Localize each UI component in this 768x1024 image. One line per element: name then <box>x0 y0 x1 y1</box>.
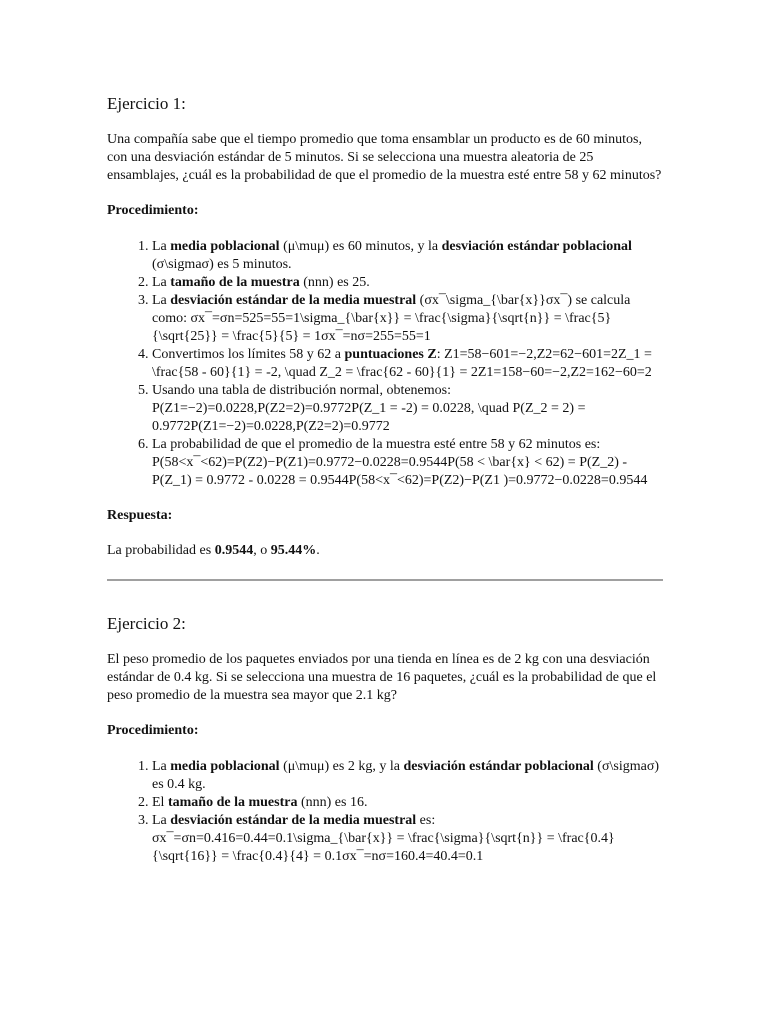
exercise-1-steps <box>107 238 663 490</box>
exercise-1-title: Ejercicio 1: <box>107 94 186 113</box>
section-divider <box>107 579 663 581</box>
exercise-1-answer-label: Respuesta: <box>107 508 173 523</box>
exercise-2-procedure-label: Procedimiento: <box>107 723 199 738</box>
exercise-2-steps <box>107 758 663 866</box>
list-item: 4. Convertimos los límites 58 y 62 a puntuaciones Z: Z1=58−601=−2,Z2=62−601=2Z_1 = \frac{58 - 60}{1} = -2, \quad Z_2 = \frac{62 - 60}{1} = 2Z1=158−60=−2,Z2=162−60=2 <box>152 346 663 382</box>
exercise-2-statement: El peso promedio de los paquetes enviados por una tienda en línea es de 2 kg con una desviación estándar de 0.4 kg. Si se selecciona una muestra de 16 paquetes, ¿cuál es la probabilidad de que el peso promedio de la muestra sea mayor que 2.1 kg? <box>107 652 657 703</box>
list-item: 2. El tamaño de la muestra (nnn) es 16. <box>152 794 663 812</box>
list-item: 2. La tamaño de la muestra (nnn) es 25. <box>152 274 663 292</box>
list-item: 3. La desviación estándar de la media muestral es: σx¯=σn=0.416=0.44=0.1\sigma_{\bar{x}} = \frac{\sigma}{\sqrt{n}} = \frac{0.4}{\sqrt{16}} = \frac{0.4}{4} = 0.1σx¯=nσ=160.4=40.4=0.1 <box>152 812 663 866</box>
list-item: 1. La media poblacional (μ\muμ) es 60 minutos, y la desviación estándar poblacional (σ\sigmaσ) es 5 minutos. <box>152 238 663 274</box>
exercise-1-procedure-label: Procedimiento: <box>107 203 199 218</box>
list-item: 5. Usando una tabla de distribución normal, obtenemos: P(Z1=−2)=0.0228,P(Z2=2)=0.9772P(Z_1 = -2) = 0.0228, \quad P(Z_2 = 2) = 0.9772P(Z1=−2)=0.0228,P(Z2=2)=0.9772 <box>152 382 663 436</box>
exercise-1-statement: Una compañía sabe que el tiempo promedio que toma ensamblar un producto es de 60 minutos, con una desviación estándar de 5 minutos. Si se selecciona una muestra aleatoria de 25 ensamblajes, ¿cuál es la probabilidad de que el promedio de la muestra esté entre 58 y 62 minutos? <box>107 132 662 183</box>
list-item: 6. La probabilidad de que el promedio de la muestra esté entre 58 y 62 minutos es: P(58<x¯<62)=P(Z2)−P(Z1)=0.9772−0.0228=0.9544P(58 < \bar{x} < 62) = P(Z_2) - P(Z_1) = 0.9772 - 0.0228 = 0.9544P(58<x¯<62)=P(Z2)−P(Z1 )=0.9772−0.0228=0.9544 <box>152 436 663 490</box>
exercise-2-title: Ejercicio 2: <box>107 614 186 633</box>
list-item: 1. La media poblacional (μ\muμ) es 2 kg, y la desviación estándar poblacional (σ\sigmaσ) es 0.4 kg. <box>152 758 663 794</box>
exercise-1-answer: La probabilidad es 0.9544, o 95.44%. <box>107 543 320 558</box>
list-item: 3. La desviación estándar de la media muestral (σx¯\sigma_{\bar{x}}σx¯) se calcula como: σx¯=σn=525=55=1\sigma_{\bar{x}} = \frac{\sigma}{\sqrt{n}} = \frac{5}{\sqrt{25}} = \frac{5}{5} = 1σx¯=nσ=255=55=1 <box>152 292 663 346</box>
document-content <box>107 94 663 866</box>
